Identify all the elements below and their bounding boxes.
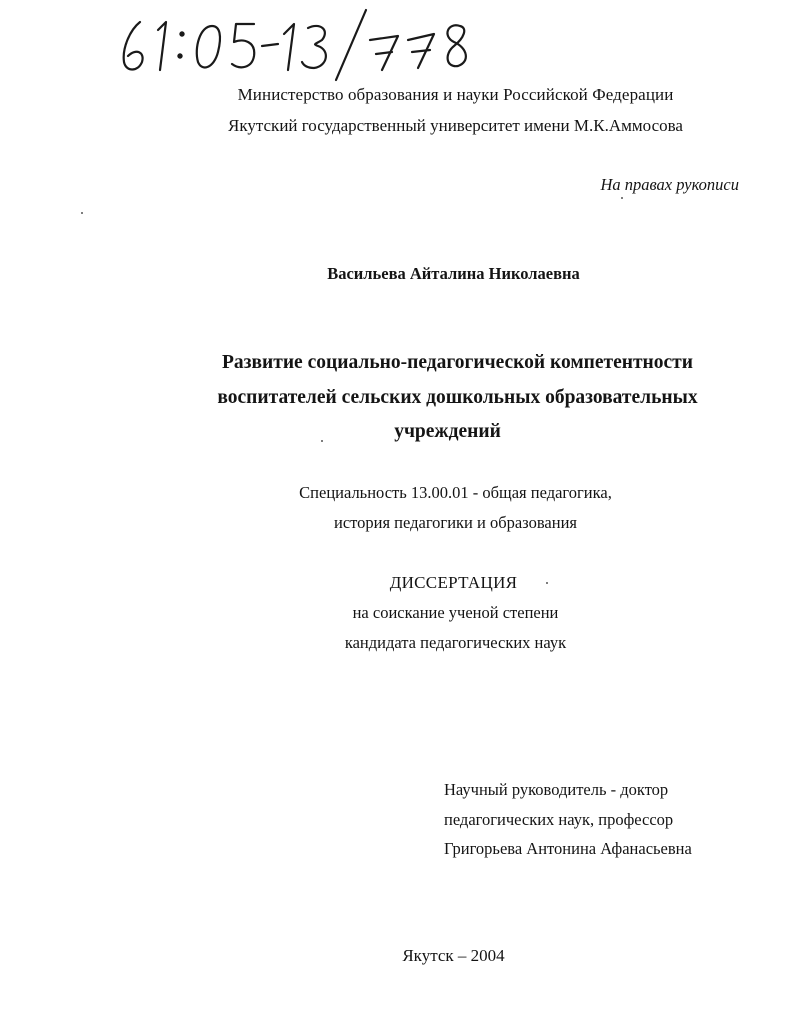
scan-speck bbox=[321, 440, 323, 442]
title-line-3: учреждений bbox=[394, 421, 501, 442]
dissertation-line-2: кандидата педагогических наук bbox=[344, 633, 567, 652]
scan-speck bbox=[81, 212, 83, 214]
author-name: Васильева Айталина Николаевна bbox=[327, 264, 580, 283]
supervisor-line-2: педагогических наук, профессор bbox=[444, 810, 674, 829]
dissertation-heading: ДИССЕРТАЦИЯ bbox=[389, 573, 518, 592]
scan-speck bbox=[621, 197, 623, 199]
ministry-name: Министерство образования и науки Российской Федерации bbox=[237, 85, 674, 104]
university-name: Якутский государственный университет имени М.К.Аммосова bbox=[228, 116, 683, 135]
supervisor-line-3: Григорьева Антонина Афанасьевна bbox=[444, 839, 692, 858]
scan-speck bbox=[546, 582, 548, 584]
dissertation-line-1: на соискание ученой степени bbox=[352, 603, 559, 622]
specialty-line-2: история педагогики и образования bbox=[333, 513, 577, 532]
specialty-line-1: Специальность 13.00.01 - общая педагогика, bbox=[299, 483, 612, 502]
city-year: Якутск – 2004 bbox=[402, 946, 505, 965]
manuscript-note: На правах рукописи bbox=[600, 175, 739, 194]
title-line-2: воспитателей сельских дошкольных образовательных bbox=[217, 387, 698, 408]
title-line-1: Развитие социально-педагогической компетентности bbox=[221, 352, 693, 373]
supervisor-line-1: Научный руководитель - доктор bbox=[444, 780, 669, 799]
handwritten-archive-number bbox=[108, 4, 488, 84]
